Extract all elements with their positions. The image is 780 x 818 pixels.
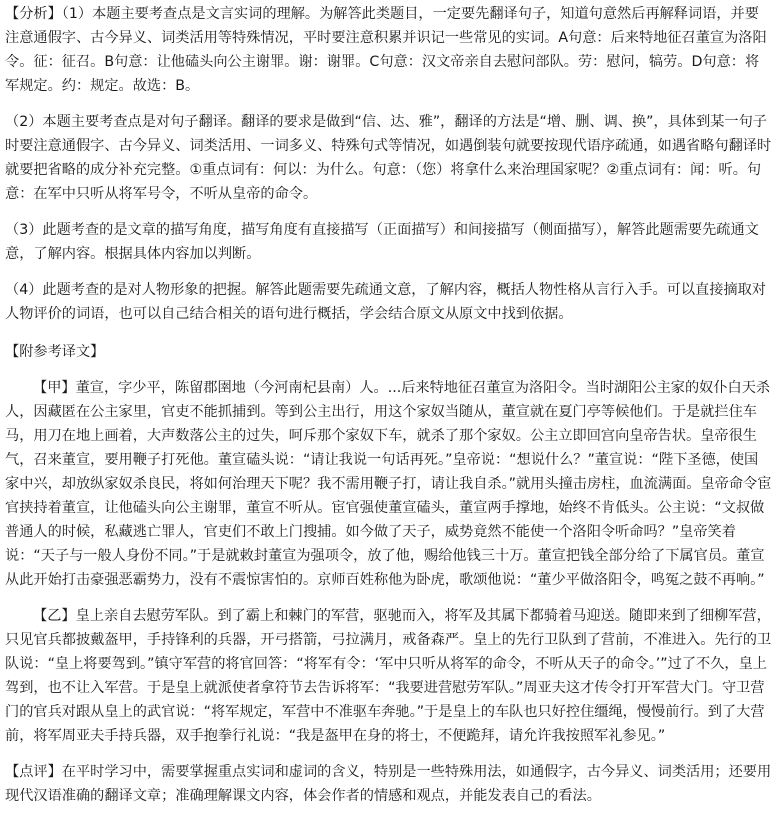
analysis-paragraph-1 xyxy=(5,2,772,98)
translation-yi: 【乙】皇上亲自去慰劳军队。到了霸上和棘门的军营，驱驰而入，将军及其属下都骑着马迎送。随即来到了细柳军营，只见官兵都披戴盔甲，手持锋利的兵器，开弓搭箭，弓拉满月，戒备森严。皇上的先行卫队到了营前，不准进入。先行的卫队说：“皇上将要驾到。”镇守军营的将官回答：“将军有令：‘军中只听从将军的命令，不听从天子的命令。’”过了不久，皇上驾到，也不让入军营。于是皇上就派使者拿符节去告诉将军：“我要进营慰劳军队。”周亚夫这才传令打开军营大门。守卫营门的官兵对跟从皇上的武官说：“将军规定，军营中不准驱车奔驰。”于是皇上的车队也只好控住缰绳，慢慢前行。到了大营前，将军周亚夫手持兵器，双手抱拳行礼说：“我是盔甲在身的将士，不便跪拜，请允许我按照军礼参见。” xyxy=(5,608,772,744)
analysis-paragraph-3: （3）此题考查的是文章的描写角度，描写角度有直接描写（正面描写）和间接描写（侧面描写），解答此题需要先疏通文意，了解内容。根据具体内容加以判断。 xyxy=(5,222,759,262)
translation-jia: 【甲】董宣，字少平，陈留郡圉地（今河南杞县南）人。...后来特地征召董宣为洛阳令。当时湖阳公主家的奴仆白天杀人，因藏匿在公主家里，官吏不能抓捕到。等到公主出行，用这个家奴当随从，董宣就在夏门亭等候他们。于是就拦住车马，用刀在地上画着，大声数落公主的过失，呵斥那个家奴下车，就杀了那个家奴。公主立即回宫向皇帝告状。皇帝很生气，召来董宣，要用鞭子打死他。董宣磕头说：“请让我说一句话再死。”皇帝说：“想说什么？”董宣说：“陛下圣德，使国家中兴，却放纵家奴杀良民，将如何治理天下呢？我不需用鞭子打，请让我自杀。”就用头撞击房柱，血流满面。皇帝命令宦官挟持着董宣，让他磕头向公主谢罪，董宣不听从。宦官强使董宣磕头，董宣两手撑地，始终不肯低头。公主说：“文叔做普通人的时候，私藏逃亡罪人，官吏们不敢上门搜捕。如今做了天子，威势竟然不能使一个洛阳令听命吗？”皇帝笑着说：“天子与一般人身份不同。”于是就敕封董宣为强项令，放了他，赐给他钱三十万。董宣把钱全部分给了下属官员。董宣从此开始打击豪强恶霸势力，没有不震惊害怕的。京师百姓称他为卧虎，歌颂他说：“董少平做洛阳令，鸣冤之鼓不再响。” xyxy=(5,380,772,588)
translation-header: 【附参考译文】 xyxy=(5,344,105,360)
analysis-header: 【分析】 xyxy=(5,6,62,22)
analysis-paragraph-2: （2）本题主要考查点是对句子翻译。翻译的要求是做到“信、达、雅”，翻译的方法是“增、删、调、换”，具体到某一句子时要注意通假字、古今异义、词类活用、一词多义、特殊句式等情况，如遇倒装句就要按现代语序疏通，如遇省略句翻译时就要把省略的成分补充完整。①重点词有：何以：为什么。句意：（您）将拿什么来治理国家呢？②重点词有：闻：听。句意：在军中只听从将军号令，不听从皇帝的命令。 xyxy=(5,114,772,202)
analysis-paragraph-4: （4）此题考查的是对人物形象的把握。解答此题需要先疏通文意，了解内容，概括人物性格从言行入手。可以直接摘取对人物评价的词语，也可以自己结合相关的语句进行概括，学会结合原文从原文中找到依据。 xyxy=(5,282,766,322)
comment-paragraph: 【点评】在平时学习中，需要掌握重点实词和虚词的含义，特别是一些特殊用法，如通假字，古今异义、词类活用；还要用现代汉语准确的翻译文章；准确理解课文内容，体会作者的情感和观点，并能发表自己的看法。 xyxy=(5,764,772,804)
analysis-text-1: （1）本题主要考查点是文言实词的理解。为解答此类题目，一定要先翻译句子，知道句意然后再解释词语，并要注意通假字、古今异义、词类活用等特殊情况，平时要注意积累并识记一些常见的实词。A句意：后来特地征召董宣为洛阳令。征：征召。B句意：让他磕头向公主谢罪。谢：谢罪。C句意：汉文帝亲自去慰问部队。劳：慰问，犒劳。D句意：将军规定。约：规定。故选：B。 xyxy=(5,6,767,94)
